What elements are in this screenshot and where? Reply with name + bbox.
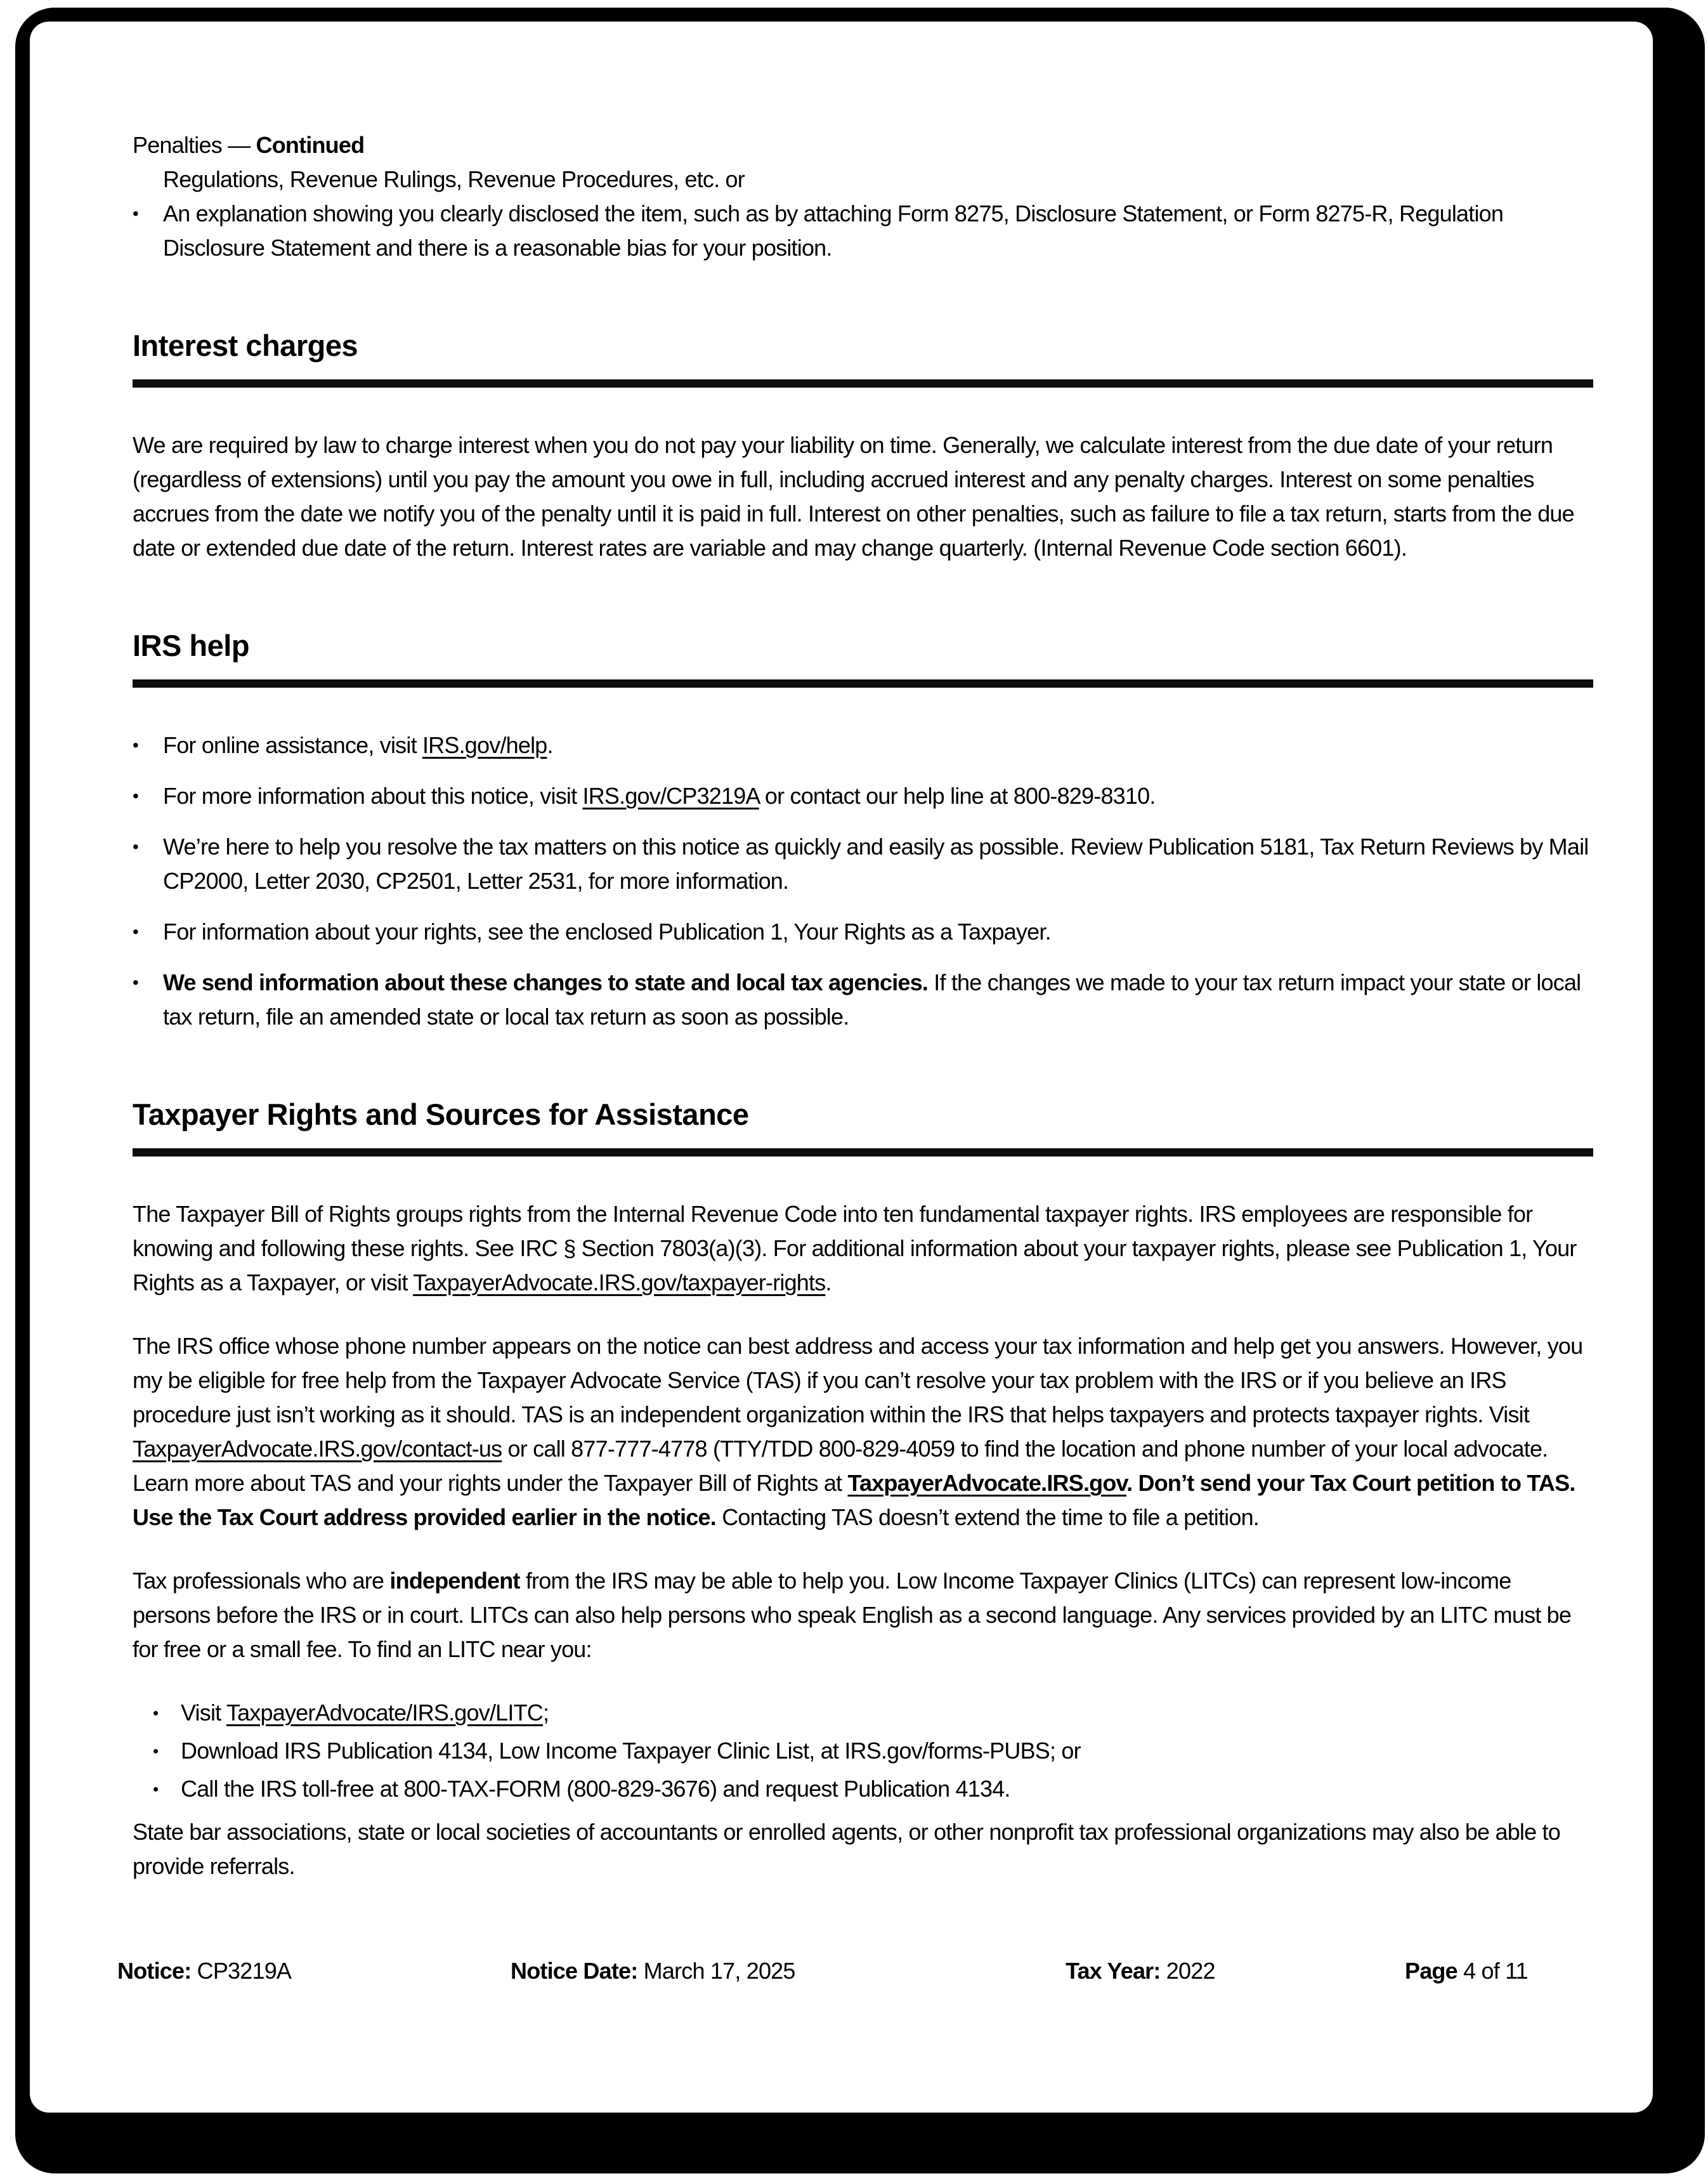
- litc-bullet-call-text: Call the IRS toll-free at 800-TAX-FORM (800-829-3676) and request Publication 4134.: [181, 1776, 1010, 1802]
- text-run: If the changes we made to your tax return impact your state or local tax return, file an amended state or local tax return as soon as possible.: [163, 969, 1581, 1030]
- bullet-icon: •: [133, 837, 139, 856]
- footer-notice-value: CP3219A: [197, 1958, 292, 1984]
- litc-bullet-list: [153, 1696, 1593, 1806]
- penalties-title-text: Penalties —: [133, 132, 256, 158]
- text-run: For online assistance, visit: [163, 732, 422, 758]
- taxpayer-advocate-litc-link[interactable]: TaxpayerAdvocate/IRS.gov/LITC: [226, 1700, 543, 1726]
- text-run: .: [825, 1269, 831, 1295]
- footer-tax-year-label: Tax Year:: [1066, 1958, 1161, 1984]
- footer-date-label: Notice Date:: [511, 1958, 638, 1984]
- footer-tax-year: [1066, 1954, 1215, 1988]
- section-irs-help: [133, 629, 1593, 1034]
- text-run: The IRS office whose phone number appears on the notice can best address and access your tax information and help get you answers. However, you my be eligible for free help from the Taxpayer Advocate Service (TAS) if you can’t resolve your tax problem with the IRS or if you believe an IRS procedure just isn’t working as it should. TAS is an independent organization within the IRS that helps taxpayers and protects taxpayer rights. Visit: [133, 1333, 1583, 1427]
- taxpayer-rights-paragraph-3: [133, 1564, 1593, 1667]
- notice-page: [30, 22, 1653, 2113]
- irs-gov-help-link[interactable]: IRS.gov/help: [422, 732, 547, 758]
- section-interest-charges: [133, 329, 1593, 565]
- footer-tax-year-value: 2022: [1166, 1958, 1215, 1984]
- footer-date-value: March 17, 2025: [643, 1958, 795, 1984]
- section-taxpayer-rights: [133, 1098, 1593, 1884]
- irs-help-bullet-resolve: [133, 830, 1593, 898]
- irs-help-bullet-rights: [133, 915, 1593, 949]
- litc-bullet-download-text: Download IRS Publication 4134, Low Income Taxpayer Clinic List, at IRS.gov/forms-PUBS; or: [181, 1738, 1081, 1764]
- text-run: or call 877-777-4778 (TTY/TDD 800-829-4059 to find the location and phone number of your local advocate. Learn more about TAS and your rights under the Taxpayer Bill of Rights at: [133, 1436, 1548, 1496]
- footer-notice: [117, 1954, 291, 1988]
- bullet-icon: •: [153, 1703, 159, 1722]
- footer-page-number: [1405, 1954, 1528, 1988]
- bullet-icon: •: [133, 786, 139, 806]
- text-run: For more information about this notice, visit: [163, 783, 583, 809]
- penalties-title-continued: Continued: [256, 132, 365, 158]
- bullet-icon: •: [153, 1741, 159, 1760]
- bold-text-run: We send information about these changes to state and local tax agencies.: [163, 969, 929, 995]
- text-run: Visit: [181, 1700, 226, 1726]
- litc-bullet-call: [153, 1772, 1593, 1806]
- bold-text-run: . Don’t send your Tax Court petition to TAS. Use the Tax Court address provided earlier in the notice.: [133, 1470, 1575, 1530]
- taxpayer-advocate-rights-link[interactable]: TaxpayerAdvocate.IRS.gov/taxpayer-rights: [413, 1269, 826, 1295]
- bullet-icon: •: [133, 973, 139, 992]
- bullet-icon: •: [133, 204, 139, 223]
- footer-notice-date: [511, 1954, 795, 1988]
- irs-help-bullet-notice-info: [133, 779, 1593, 813]
- irs-help-bullet-rights-text: For information about your rights, see the enclosed Publication 1, Your Rights as a Taxpayer.: [163, 919, 1051, 945]
- litc-bullet-visit-text: [181, 1696, 549, 1730]
- irs-help-bullet-online: [133, 728, 1593, 763]
- bullet-icon: •: [133, 735, 139, 755]
- section-penalties-continued: [133, 128, 1593, 265]
- irs-help-bullet-notice-info-text: [163, 779, 1156, 813]
- irs-help-bullet-online-text: [163, 728, 553, 763]
- irs-help-bullet-resolve-text: We’re here to help you resolve the tax matters on this notice as quickly and easily as possible. Review Publication 5181, Tax Return Reviews by Mail CP2000, Letter 2030, CP2501, Letter 2531, for more information.: [163, 834, 1589, 894]
- irs-help-bullet-state-agencies-text: [163, 966, 1593, 1034]
- litc-bullet-visit: [153, 1696, 1593, 1730]
- taxpayer-rights-paragraph-1: [133, 1197, 1593, 1300]
- text-run: .: [547, 732, 553, 758]
- bullet-icon: •: [133, 922, 139, 941]
- interest-charges-paragraph: We are required by law to charge interest when you do not pay your liability on time. Generally, we calculate interest from the due date of your return (regardless of extensions) until you pay the amount you owe in full, including accrued interest and any penalty charges. Interest on some penalties accrues from the date we notify you of the penalty until it is paid in full. Interest on other penalties, such as failure to file a tax return, starts from the due date or extended due date of the return. Interest rates are variable and may change quarterly. (Internal Revenue Code section 6601).: [133, 432, 1574, 561]
- taxpayer-advocate-contact-link[interactable]: TaxpayerAdvocate.IRS.gov/contact-us: [133, 1436, 502, 1462]
- text-run: Tax professionals who are: [133, 1568, 390, 1594]
- irs-help-bullet-state-agencies: [133, 966, 1593, 1034]
- penalties-bullet-explanation: [133, 197, 1593, 265]
- taxpayer-rights-heading: Taxpayer Rights and Sources for Assistance: [133, 1098, 1593, 1157]
- text-run: from the IRS may be able to help you. Low Income Taxpayer Clinics (LITCs) can represent low-income persons before the IRS or in court. LITCs can also help persons who speak English as a second language. Any services provided by an LITC must be for free or a small fee. To find an LITC near you:: [133, 1568, 1572, 1662]
- irs-help-bullet-list: [133, 728, 1593, 1034]
- taxpayer-rights-paragraph-4: State bar associations, state or local societies of accountants or enrolled agents, or other nonprofit tax professional organizations may also be able to provide referrals.: [133, 1819, 1560, 1879]
- taxpayer-advocate-link[interactable]: TaxpayerAdvocate.IRS.gov: [847, 1470, 1127, 1496]
- penalties-bullet-text: An explanation showing you clearly disclosed the item, such as by attaching Form 8275, Disclosure Statement, or Form 8275-R, Regulation Disclosure Statement and there is a reasonable bias for your position.: [163, 200, 1504, 261]
- litc-bullet-download: [153, 1734, 1593, 1768]
- text-run: Contacting TAS doesn’t extend the time to file a petition.: [716, 1504, 1259, 1530]
- bullet-icon: •: [153, 1779, 159, 1799]
- footer-page-value: 4 of 11: [1463, 1958, 1528, 1984]
- penalties-continued-title: [133, 128, 1593, 162]
- footer-notice-label: Notice:: [117, 1958, 192, 1984]
- page-footer: [30, 1954, 1653, 1988]
- text-run: The Taxpayer Bill of Rights groups rights from the Internal Revenue Code into ten fundamental taxpayer rights. IRS employees are responsible for knowing and following these rights. See IRC § Section 7803(a)(3). For additional information about your taxpayer rights, please see Publication 1, Your Rights as a Taxpayer, or visit: [133, 1201, 1577, 1295]
- taxpayer-rights-paragraph-2: [133, 1329, 1593, 1535]
- text-run: or contact our help line at 800-829-8310.: [759, 783, 1156, 809]
- irs-gov-cp3219a-link[interactable]: IRS.gov/CP3219A: [582, 783, 759, 809]
- penalties-regulations-line: Regulations, Revenue Rulings, Revenue Procedures, etc. or: [163, 166, 745, 192]
- footer-page-label: Page: [1405, 1958, 1457, 1984]
- bold-text-run: independent: [389, 1568, 520, 1594]
- text-run: ;: [542, 1700, 549, 1726]
- interest-charges-heading: Interest charges: [133, 329, 1593, 388]
- irs-help-heading: IRS help: [133, 629, 1593, 688]
